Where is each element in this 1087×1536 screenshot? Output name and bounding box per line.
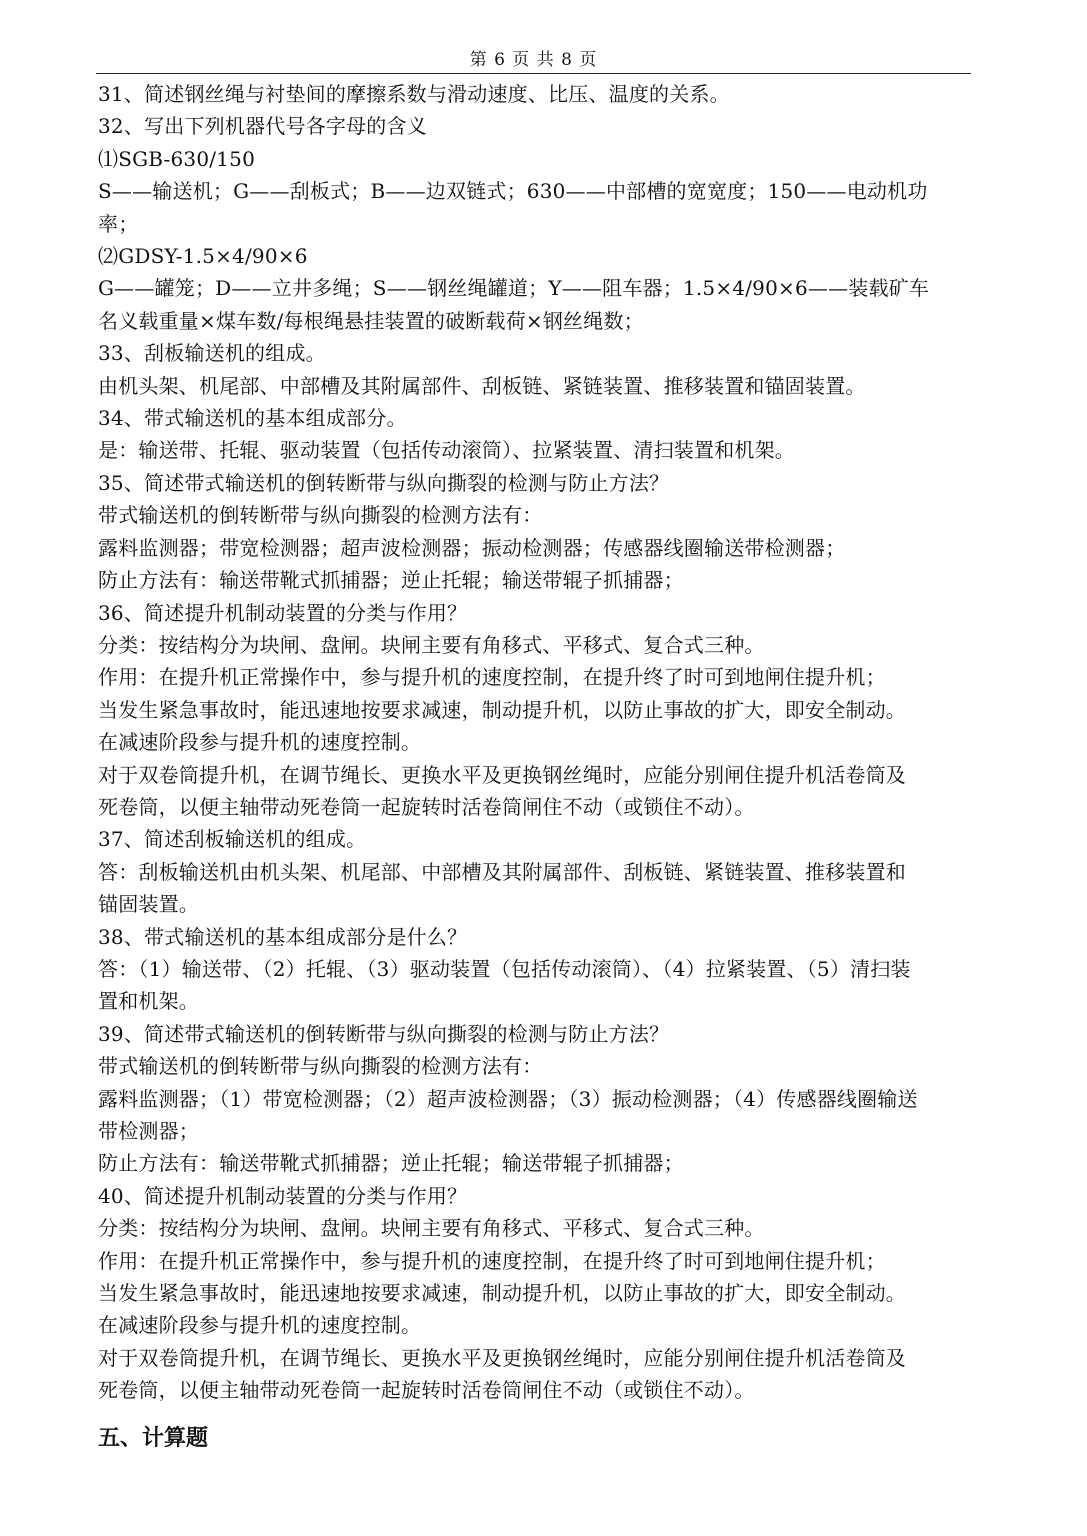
text-line: 31、简述钢丝绳与衬垫间的摩擦系数与滑动速度、比压、温度的关系。 (98, 82, 730, 106)
text-line: 名义载重量×煤车数/每根绳悬挂装置的破断载荷×钢丝绳数； (98, 308, 644, 333)
text-line: 率； (98, 211, 139, 236)
text-line: ⑵GDSY-1.5×4/90×6 (98, 244, 308, 269)
text-line: 由机头架、机尾部、中部槽及其附属部件、刮板链、紧链装置、推移装置和锚固装置。 (98, 373, 866, 398)
text-line: 作用：在提升机正常操作中，参与提升机的速度控制，在提升终了时可到地闸住提升机； (98, 665, 886, 690)
text-line: 死卷筒，以便主轴带动死卷筒一起旋转时活卷筒闸住不动（或锁住不动）。 (98, 1378, 755, 1403)
header-divider (96, 73, 971, 74)
text-line: 当发生紧急事故时，能迅速地按要求减速，制动提升机，以防止事故的扩大，即安全制动。 (98, 1281, 906, 1306)
text-line: 带检测器； (98, 1119, 199, 1143)
text-line: 38、带式输送机的基本组成部分是什么？ (98, 924, 468, 949)
text-line: 作用：在提升机正常操作中，参与提升机的速度控制，在提升终了时可到地闸住提升机； (98, 1248, 886, 1273)
text-line: 对于双卷筒提升机，在调节绳长、更换水平及更换钢丝绳时，应能分别闸住提升机活卷筒及 (98, 762, 906, 787)
text-line: 40、简述提升机制动装置的分类与作用？ (98, 1183, 468, 1208)
text-line: 死卷筒，以便主轴带动死卷筒一起旋转时活卷筒闸住不动（或锁住不动）。 (98, 794, 755, 819)
section-heading: 五、计算题 (98, 1426, 209, 1451)
text-line: 答：刮板输送机由机头架、机尾部、中部槽及其附属部件、刮板链、紧链装置、推移装置和 (98, 859, 906, 884)
text-line: 带式输送机的倒转断带与纵向撕裂的检测方法有： (98, 503, 543, 528)
text-line: 36、简述提升机制动装置的分类与作用？ (98, 600, 468, 625)
text-line: 34、带式输送机的基本组成部分。 (98, 406, 407, 431)
text-line: 是：输送带、托辊、驱动装置（包括传动滚筒）、拉紧装置、清扫装置和机架。 (98, 438, 795, 463)
text-line: 32、写出下列机器代号各字母的含义 (98, 114, 427, 139)
text-line: 33、刮板输送机的组成。 (98, 341, 326, 366)
text-line: 露料监测器；（1）带宽检测器；（2）超声波检测器；（3）振动检测器；（4）传感器线圈输送 (98, 1086, 918, 1111)
text-line: 带式输送机的倒转断带与纵向撕裂的检测方法有： (98, 1054, 543, 1079)
text-line: 分类：按结构分为块闸、盘闸。块闸主要有角移式、平移式、复合式三种。 (98, 632, 765, 657)
text-line: S——输送机；G——刮板式；B——边双链式；630——中部槽的宽宽度；150——电动机功 (98, 179, 928, 204)
page-number-header: 第 6 页 共 8 页 (469, 50, 598, 70)
text-line: 锚固装置。 (98, 892, 199, 917)
document-body (98, 78, 970, 1407)
text-line: 对于双卷筒提升机，在调节绳长、更换水平及更换钢丝绳时，应能分别闸住提升机活卷筒及 (98, 1345, 906, 1370)
text-line: 答：（1）输送带、（2）托辊、（3）驱动装置（包括传动滚筒）、（4）拉紧装置、（5）清扫装 (98, 956, 911, 981)
text-line: 在减速阶段参与提升机的速度控制。 (98, 1313, 422, 1338)
text-line: 防止方法有：输送带靴式抓捕器；逆止托辊；输送带辊子抓捕器； (98, 568, 684, 593)
text-line: 分类：按结构分为块闸、盘闸。块闸主要有角移式、平移式、复合式三种。 (98, 1216, 765, 1241)
text-line: 置和机架。 (98, 989, 199, 1014)
text-line: 37、简述刮板输送机的组成。 (98, 827, 367, 852)
text-line: 在减速阶段参与提升机的速度控制。 (98, 730, 422, 755)
text-line: G——罐笼；D——立井多绳；S——钢丝绳罐道；Y——阻车器；1.5×4/90×6——装载矿车 (98, 276, 930, 301)
text-line: 露料监测器；带宽检测器；超声波检测器；振动检测器；传感器线圈输送带检测器； (98, 535, 846, 560)
text-line: 当发生紧急事故时，能迅速地按要求减速，制动提升机，以防止事故的扩大，即安全制动。 (98, 697, 906, 722)
text-line: 39、简述带式输送机的倒转断带与纵向撕裂的检测与防止方法？ (98, 1021, 670, 1046)
text-line: 35、简述带式输送机的倒转断带与纵向撕裂的检测与防止方法？ (98, 470, 670, 495)
text-line: 防止方法有：输送带靴式抓捕器；逆止托辊；输送带辊子抓捕器； (98, 1151, 684, 1176)
text-line: ⑴SGB-630/150 (98, 146, 255, 171)
